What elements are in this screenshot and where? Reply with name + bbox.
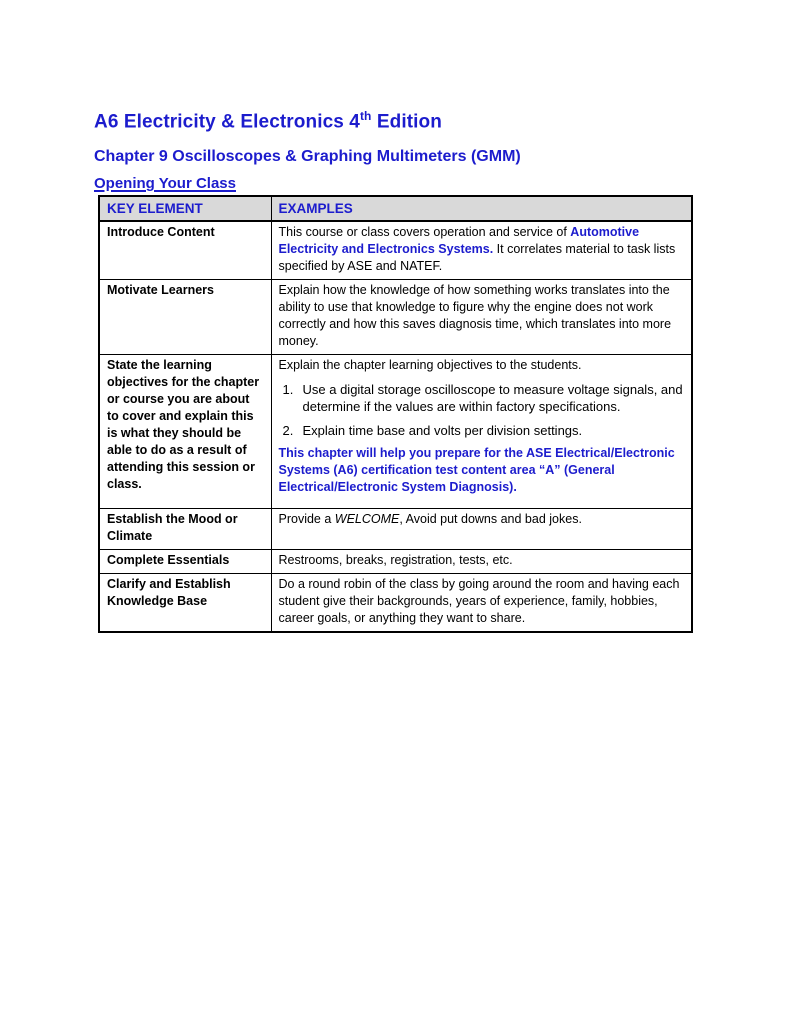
key-element-cell: Complete Essentials xyxy=(99,550,271,574)
text-segment: , Avoid put downs and bad jokes. xyxy=(399,512,582,527)
text-segment: Provide a xyxy=(278,512,335,527)
examples-cell xyxy=(271,280,692,355)
examples-paragraph xyxy=(279,511,685,528)
text-segment: This course or class covers operation and service of xyxy=(278,225,571,240)
examples-paragraph: Explain how the knowledge of how something works translates into the ability to use that knowledge to figure why the engine does not work correctly and how this saves diagnosis time, which translates into more money. xyxy=(278,283,672,349)
document-title xyxy=(94,104,693,134)
key-element-cell: State the learning objectives for the chapter or course you are about to cover and explain this is what they should be able to do as a result of attending this session or class. xyxy=(99,355,271,509)
col-header-examples: EXAMPLES xyxy=(271,196,692,221)
chapter-heading: Chapter 9 Oscilloscopes & Graphing Multimeters (GMM) xyxy=(94,148,521,166)
objectives-intro: Explain the chapter learning objectives to the students. xyxy=(278,358,582,373)
list-number: 1. xyxy=(282,382,294,398)
title-tail: Edition xyxy=(371,111,442,133)
section-heading: Opening Your Class xyxy=(94,175,236,193)
title-main: A6 Electricity & Electronics 4 xyxy=(94,111,360,133)
examples-cell xyxy=(271,221,692,280)
table-row-clarify-knowledge xyxy=(99,574,692,633)
emphasis-text: Automotive Electricity and Electronics Systems. xyxy=(278,225,640,257)
list-number: 2. xyxy=(282,423,294,439)
title-superscript: th xyxy=(359,109,372,123)
table-row-motivate-learners xyxy=(99,280,692,355)
italic-text: WELCOME xyxy=(334,512,400,527)
examples-cell xyxy=(271,355,692,509)
examples-paragraph: Do a round robin of the class by going around the room and having each student give their backgrounds, years of experience, family, hobbies, career goals, or anything they want to share. xyxy=(278,577,680,626)
examples-cell xyxy=(271,550,692,574)
key-element-cell: Clarify and Establish Knowledge Base xyxy=(99,574,271,633)
table-row-complete-essentials xyxy=(99,550,692,574)
table-row-introduce-content xyxy=(99,221,692,280)
examples-cell xyxy=(271,574,692,633)
table-row-learning-objectives xyxy=(99,355,692,509)
examples-paragraph xyxy=(279,224,685,275)
table-header-row xyxy=(99,196,692,221)
examples-paragraph: Restrooms, breaks, registration, tests, etc. xyxy=(278,553,513,568)
key-element-cell: Establish the Mood or Climate xyxy=(99,509,271,550)
key-element-cell: Motivate Learners xyxy=(99,280,271,355)
numbered-list-item xyxy=(279,422,685,439)
numbered-list-item xyxy=(279,381,685,415)
list-item-text: Explain time base and volts per division settings. xyxy=(302,423,583,439)
opening-class-table xyxy=(98,195,693,633)
list-item-text: Use a digital storage oscilloscope to measure voltage signals, and determine if the values are within factory specifications. xyxy=(302,382,683,415)
ase-certification-note: This chapter will help you prepare for the ASE Electrical/Electronic Systems (A6) certification test content area “A” (General Electrical/Electronic System Diagnosis). xyxy=(278,446,675,495)
table-row-establish-mood xyxy=(99,509,692,550)
col-header-key-element: KEY ELEMENT xyxy=(99,196,271,221)
text-segment: It correlates material to task lists specified by ASE and NATEF. xyxy=(278,242,676,274)
key-element-cell: Introduce Content xyxy=(99,221,271,280)
examples-cell xyxy=(271,509,692,550)
